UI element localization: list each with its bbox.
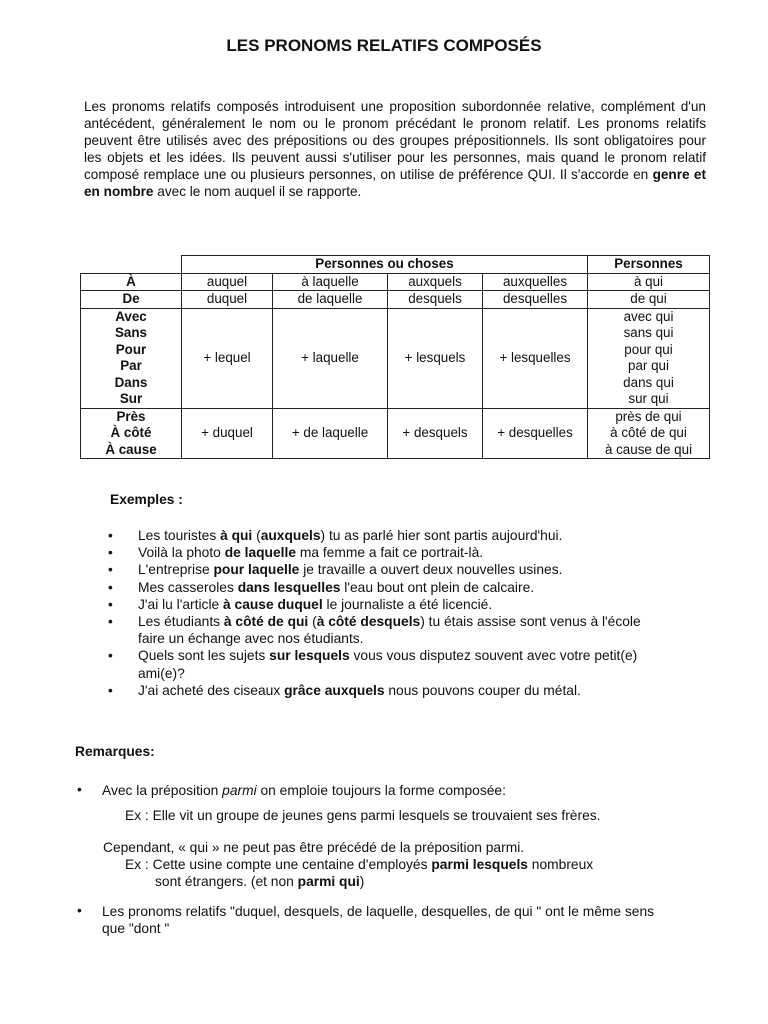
example-text: ) tu étais assise sont venus à l'école faire un échange avec nos étudiants. — [138, 614, 641, 647]
example-text: ) tu as parlé hier sont partis aujourd'hui. — [320, 528, 563, 543]
remark-1-example-2-line2 — [155, 873, 364, 890]
table-cell: + duquel — [182, 408, 273, 459]
prep-label: Par — [120, 358, 142, 373]
example-text: L'entreprise — [138, 562, 214, 578]
remark-bold: parmi lesquels — [431, 857, 528, 872]
list-item — [108, 544, 668, 561]
remark-text: nombreux — [527, 857, 594, 872]
list-item — [108, 561, 668, 578]
table-cell: auquel — [182, 273, 273, 291]
remarks-title: Remarques: — [75, 744, 155, 759]
bullet-icon: • — [108, 596, 113, 612]
example-text: Quels sont les sujets — [138, 648, 270, 664]
person-label: dans qui — [623, 374, 674, 390]
remark-1 — [102, 782, 506, 799]
intro-bold: genre et en nombre — [84, 167, 706, 199]
table-cell: desquels — [388, 291, 483, 309]
remark-1-example-2 — [125, 856, 593, 873]
remark-text: Ex : Cette usine compte une centaine d'employés — [125, 857, 432, 872]
example-bold: auxquels — [260, 528, 321, 543]
examples-title: Exemples : — [110, 492, 183, 507]
prep-label: Sur — [119, 391, 143, 406]
remark-bold: parmi qui — [297, 874, 360, 889]
example-text: Voilà la photo — [138, 545, 225, 561]
bullet-icon: • — [108, 562, 113, 578]
person-cell — [588, 273, 710, 291]
example-text: Les touristes — [138, 528, 221, 543]
bullet-icon: • — [108, 579, 113, 595]
table-cell: + de laquelle — [273, 408, 388, 459]
example-text: ( — [308, 614, 317, 630]
list-item — [108, 647, 668, 681]
bullet-icon: • — [108, 528, 113, 543]
table-cell: + desquels — [388, 408, 483, 459]
person-label: près de qui — [615, 408, 682, 424]
person-label: à côté de qui — [610, 425, 687, 440]
example-bold: grâce auxquels — [284, 682, 385, 698]
example-bold: à qui — [220, 528, 253, 543]
example-bold: à cause duquel — [223, 596, 323, 612]
table-cell: auxquels — [388, 273, 483, 291]
prep-label: À côté — [110, 425, 152, 440]
table-row — [81, 291, 710, 309]
table-corner — [81, 256, 182, 274]
prep-label: Avec — [115, 308, 147, 324]
table-row — [81, 273, 710, 291]
person-cell — [588, 408, 710, 459]
intro-text-2: avec le nom auquel il se rapporte. — [153, 184, 362, 199]
table-cell: + lesquelles — [483, 308, 588, 408]
intro-text-1: Les pronoms relatifs composés introduisent une proposition subordonnée relative, complément d'un antécédent, généralement le nom ou le pronom précédant le pronom relatif. Les pronoms relatifs peuvent être utilisés avec des prépositions ou des groupes prépositionnels. Ils sont obligatoires pour les objets et les idées. Ils peuvent aussi s'utiliser pour les personnes, mais quand le pronom relatif composé remplace une ou plusieurs personnes, on utilise de préférence QUI. Il s'accorde en — [84, 99, 706, 182]
example-text: Les étudiants — [138, 614, 224, 630]
list-item — [108, 527, 668, 544]
person-label: sans qui — [623, 325, 674, 340]
remark-italic: parmi — [222, 783, 257, 798]
person-label: avec qui — [623, 308, 674, 324]
remark-2: Les pronoms relatifs "duquel, desquels, de laquelle, desquelles, de qui " ont le même sens que "dont " — [102, 904, 655, 936]
prep-cell — [81, 308, 182, 408]
bullet-icon: • — [108, 614, 113, 630]
table-cell: duquel — [182, 291, 273, 309]
example-text: nous pouvons couper du métal. — [384, 682, 581, 698]
remark-text: on emploie toujours la forme composée: — [256, 783, 506, 798]
example-text: je travaille a ouvert deux nouvelles usines. — [299, 562, 563, 578]
table-cell: auxquelles — [483, 273, 588, 291]
page-title: LES PRONOMS RELATIFS COMPOSÉS — [226, 36, 542, 55]
prep-label: Sans — [114, 325, 147, 340]
example-text: J'ai lu l'article — [138, 596, 224, 612]
prep-cell — [81, 408, 182, 459]
person-label: de qui — [630, 291, 667, 306]
table-row — [81, 308, 710, 408]
prep-label: À — [126, 273, 136, 289]
person-label: à qui — [633, 273, 664, 289]
table-cell: + laquelle — [273, 308, 388, 408]
person-cell — [588, 308, 710, 408]
table-cell: à laquelle — [273, 273, 388, 291]
remark-1-example: Ex : Elle vit un groupe de jeunes gens parmi lesquels se trouvaient ses frères. — [125, 808, 601, 823]
prep-label: De — [122, 291, 140, 306]
remark-text: ) — [359, 874, 365, 889]
prep-cell — [81, 291, 182, 309]
person-cell — [588, 291, 710, 309]
prep-label: Près — [116, 408, 146, 424]
list-item — [108, 596, 668, 613]
table-cell: de laquelle — [273, 291, 388, 309]
prep-label: Dans — [114, 374, 148, 390]
bullet-icon: • — [108, 545, 113, 561]
person-label: sur qui — [628, 391, 669, 406]
table-cell: + desquelles — [483, 408, 588, 459]
header-things: Personnes ou choses — [182, 256, 588, 274]
header-persons: Personnes — [588, 256, 710, 274]
table-cell: desquelles — [483, 291, 588, 309]
person-label: à cause de qui — [604, 441, 693, 457]
example-text: vous vous disputez souvent avec votre petit(e) ami(e)? — [138, 648, 638, 681]
example-text: ma femme a fait ce portrait-là. — [296, 545, 484, 561]
example-text: ( — [252, 528, 261, 543]
table-cell: + lequel — [182, 308, 273, 408]
person-label: par qui — [628, 358, 669, 373]
example-bold: à côté desquels — [316, 614, 421, 630]
example-bold: pour laquelle — [213, 562, 300, 578]
example-text: J'ai acheté des ciseaux — [138, 682, 285, 698]
list-item — [108, 682, 668, 699]
remark-1-however: Cependant, « qui » ne peut pas être précédé de la préposition parmi. — [103, 840, 525, 855]
pronoun-table — [80, 255, 710, 459]
example-bold: dans lesquelles — [237, 579, 341, 595]
list-item — [108, 579, 668, 596]
bullet-icon: • — [77, 903, 82, 918]
intro-paragraph — [84, 98, 706, 200]
table-row — [81, 408, 710, 459]
example-bold: de laquelle — [224, 545, 296, 561]
prep-label: À cause — [105, 441, 157, 457]
remark-text: sont étrangers. (et non — [155, 874, 298, 889]
list-item — [108, 613, 668, 647]
example-text: l'eau bout ont plein de calcaire. — [340, 579, 535, 595]
prep-cell — [81, 273, 182, 291]
prep-label: Pour — [115, 341, 147, 357]
example-bold: sur lesquels — [269, 648, 350, 664]
bullet-icon: • — [108, 648, 113, 664]
example-bold: à côté de qui — [223, 614, 309, 630]
examples-list — [108, 527, 668, 699]
example-text: le journaliste a été licencié. — [322, 596, 493, 612]
table-cell: + lesquels — [388, 308, 483, 408]
bullet-icon: • — [77, 782, 82, 797]
person-label: pour qui — [624, 341, 673, 357]
bullet-icon: • — [108, 682, 113, 698]
example-text: Mes casseroles — [138, 579, 238, 595]
remark-text: Avec la préposition — [102, 783, 223, 798]
